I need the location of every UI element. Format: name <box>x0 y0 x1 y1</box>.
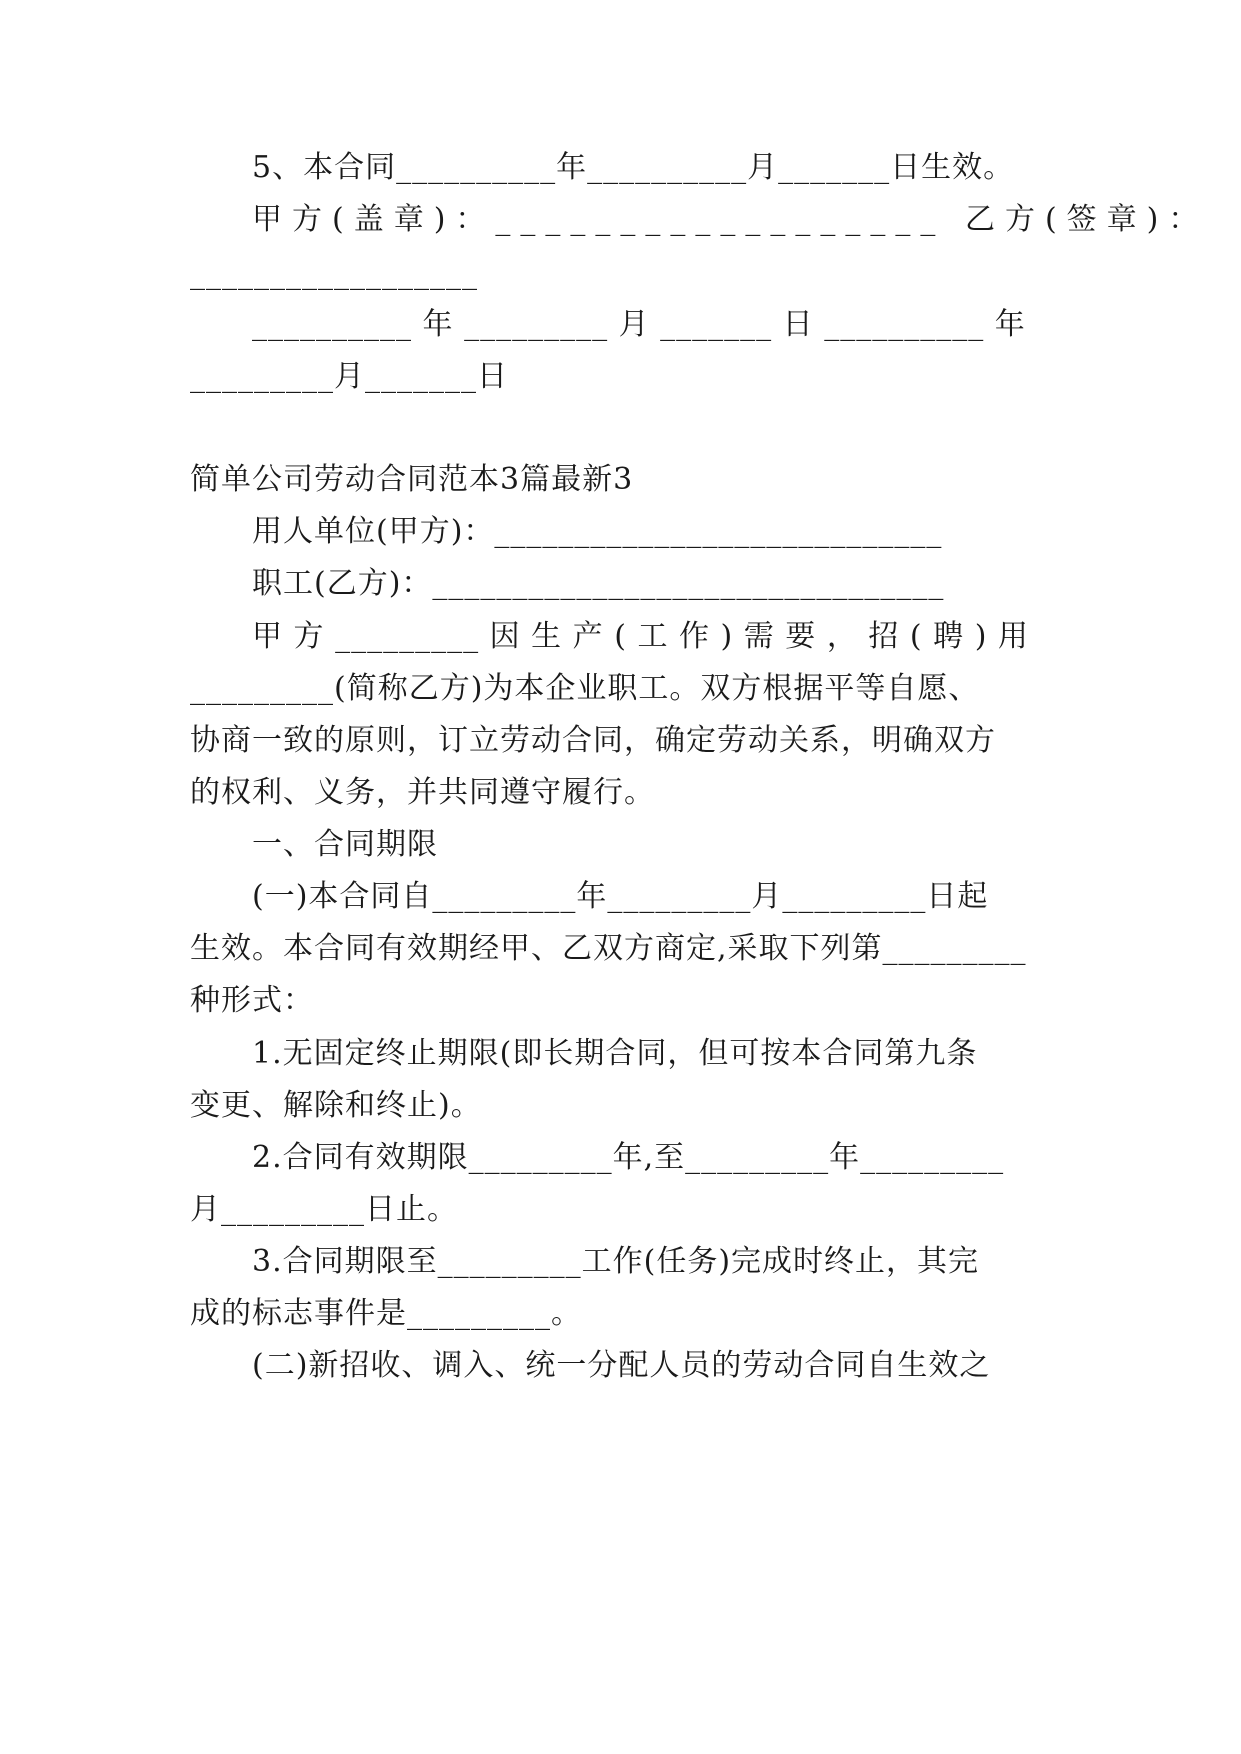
signature-date-continued: _________月_______日 <box>190 359 508 394</box>
list-item-continued: 月_________日止。 <box>190 1192 458 1227</box>
signature-blank: __________________ <box>190 256 478 291</box>
document-title: 简单公司劳动合同范本3篇最新3 <box>190 462 634 497</box>
paragraph-line: 甲 方 _________ 因 生 产 ( 工 作 ) 需 要 ， 招 ( 聘 ) 用 <box>252 619 1029 654</box>
section-heading: 一、合同期限 <box>252 827 438 862</box>
employer-field: 用人单位(甲方)：____________________________ <box>252 514 943 549</box>
paragraph-line: 生效。本合同有效期经甲、乙双方商定,采取下列第_________ <box>190 931 1027 966</box>
list-item-continued: 变更、解除和终止)。 <box>190 1088 482 1123</box>
list-item: 2.合同有效期限_________年,至_________年_________ <box>252 1140 1005 1175</box>
employee-field: 职工(乙方)：________________________________ <box>252 566 945 601</box>
list-item-continued: 成的标志事件是_________。 <box>190 1296 582 1331</box>
paragraph-line: 种形式： <box>190 983 314 1018</box>
signature-date-line: __________ 年 _________ 月 _______ 日 __________ 年 <box>252 307 1026 342</box>
paragraph-line: _________(简称乙方)为本企业职工。双方根据平等自愿、 <box>190 671 980 706</box>
list-item: 3.合同期限至_________工作(任务)完成时终止，其完 <box>252 1244 980 1279</box>
list-item: 1.无固定终止期限(即长期合同，但可按本合同第九条 <box>252 1036 978 1071</box>
paragraph-line: (二)新招收、调入、统一分配人员的劳动合同自生效之 <box>252 1348 991 1383</box>
effective-date-clause: 5、本合同__________年__________月_______日生效。 <box>252 150 1015 185</box>
paragraph-line: 的权利、义务，并共同遵守履行。 <box>190 775 655 810</box>
paragraph-line: 协商一致的原则，订立劳动合同，确定劳动关系，明确双方 <box>190 723 996 758</box>
signature-line: 甲方(盖章)：__________________ 乙方(签章)： <box>252 202 1209 237</box>
paragraph-line: (一)本合同自_________年_________月_________日起 <box>252 879 989 914</box>
